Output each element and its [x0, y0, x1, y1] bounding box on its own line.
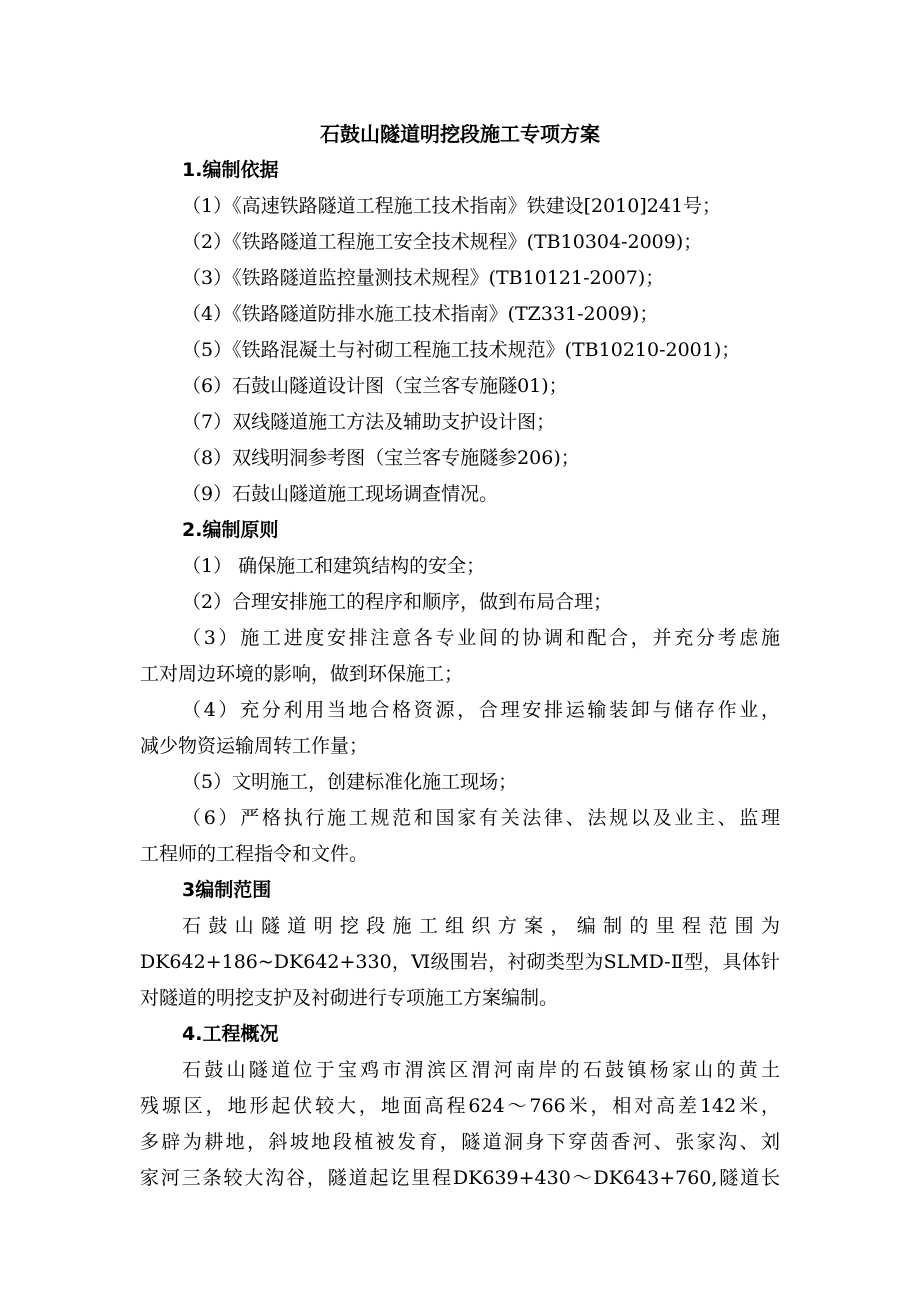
section-heading-basis: 1.编制依据 — [182, 159, 279, 181]
document-title: 石鼓山隧道明挖段施工专项方案 — [320, 122, 600, 146]
basis-item: （3）《铁路隧道监控量测技术规程》(TB10121-2007)； — [182, 267, 665, 289]
basis-item: （9）石鼓山隧道施工现场调查情况。 — [182, 483, 499, 505]
section-heading-scope: 3编制范围 — [182, 879, 272, 901]
principle-line: （5）文明施工，创建标准化施工现场； — [182, 771, 518, 793]
scope-line: 对隧道的明挖支护及衬砌进行专项施工方案编制。 — [140, 987, 559, 1009]
principle-line: 工程师的工程指令和文件。 — [140, 843, 369, 865]
overview-line: 多辟为耕地，斜坡地段植被发育，隧道洞身下穿茵香河、张家沟、刘 — [140, 1131, 780, 1153]
principle-line: 工对周边环境的影响，做到环保施工； — [140, 663, 464, 685]
principle-line: 减少物资运输周转工作量； — [140, 735, 369, 757]
principle-line: （2）合理安排施工的程序和顺序，做到布局合理； — [182, 591, 613, 613]
basis-item: （4）《铁路隧道防排水施工技术指南》(TZ331-2009)； — [182, 303, 659, 325]
overview-line: 残塬区，地形起伏较大，地面高程624～766米，相对高差142米， — [140, 1095, 780, 1117]
basis-item: （6）石鼓山隧道设计图（宝兰客专施隧01)； — [182, 375, 568, 397]
scope-line: 石鼓山隧道明挖段施工组织方案，编制的里程范围为 — [182, 915, 780, 937]
basis-item: （2）《铁路隧道工程施工安全技术规程》(TB10304-2009)； — [182, 231, 703, 253]
basis-item: （5）《铁路混凝土与衬砌工程施工技术规范》(TB10210-2001)； — [182, 339, 741, 361]
section-heading-principles: 2.编制原则 — [182, 519, 279, 541]
principle-line: （3）施工进度安排注意各专业间的协调和配合，并充分考虑施 — [182, 627, 780, 649]
overview-line: 石鼓山隧道位于宝鸡市渭滨区渭河南岸的石鼓镇杨家山的黄土 — [182, 1059, 780, 1081]
basis-item: （1）《高速铁路隧道工程施工技术指南》铁建设[2010]241号； — [182, 195, 722, 217]
basis-item: （8）双线明洞参考图（宝兰客专施隧参206)； — [182, 447, 580, 469]
principle-line: （6）严格执行施工规范和国家有关法律、法规以及业主、监理 — [182, 807, 780, 829]
principle-line: （1） 确保施工和建筑结构的安全； — [182, 555, 486, 577]
basis-item: （7）双线隧道施工方法及辅助支护设计图； — [182, 411, 556, 433]
principle-line: （4）充分利用当地合格资源，合理安排运输装卸与储存作业， — [182, 699, 780, 721]
section-heading-overview: 4.工程概况 — [182, 1023, 279, 1045]
overview-line: 家河三条较大沟谷，隧道起讫里程DK639+430～DK643+760,隧道长 — [140, 1167, 780, 1189]
scope-line: DK642+186~DK642+330，Ⅵ级围岩，衬砌类型为SLMD-Ⅱ型，具体针 — [140, 951, 780, 973]
